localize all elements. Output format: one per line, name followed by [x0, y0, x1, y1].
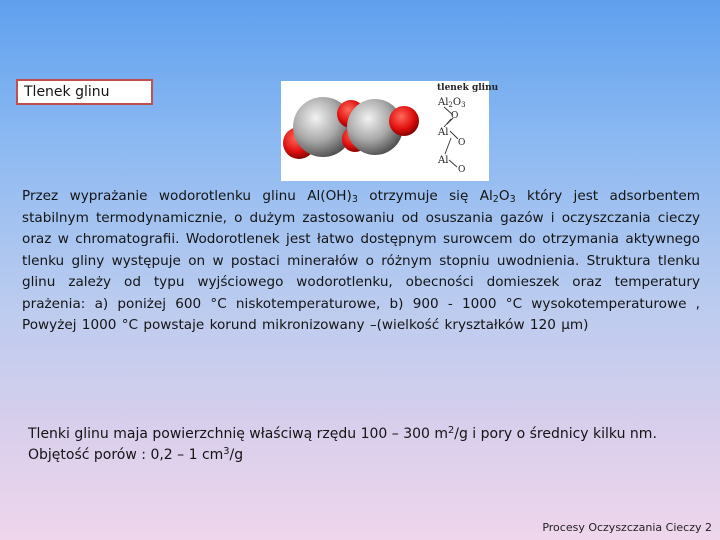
oxygen-label: O	[458, 138, 466, 148]
aluminium-label: Al	[438, 127, 449, 138]
aluminium-label: Al	[438, 155, 449, 166]
oxygen-label: O	[458, 165, 466, 175]
slide-title	[16, 79, 153, 105]
figure-label: tlenek glinu	[437, 83, 499, 93]
figure-formula: $Al_2O_3$	[438, 97, 466, 109]
body-paragraph-production: Przez wyprażanie wodorotlenku glinu $Al(OH)_3$ otrzymuje się $Al_2O_3$ który jest adsorbentem stabilnym termodynamicznie, o dużym zastosowaniu od osuszania gazów i oczyszczania cieczy oraz w chromatografii. Wodorotlenek jest łatwo dostępnym surowcem do otrzymania aktywnego tlenku gliny występuje on w postaci minerałów o różnym stopniu uwodnienia. Struktura tlenku glinu zależy od typu wyjściowego wodorotlenku, obecności domieszek oraz temperatury prażenia: a) poniżej 600 °C niskotemperaturowe, b) 900 - 1000 °C wysokotemperaturowe , Powyżej 1000 °C powstaje korund mikronizowany –(wielkość kryształków 120 µm)	[22, 188, 700, 333]
body-paragraph-properties	[28, 424, 708, 466]
structural-formula	[437, 83, 499, 175]
alumina-molecule-illustration	[281, 81, 499, 181]
surface-area-line: Tlenki glinu maja powierzchnię właściwą rzędu 100 – 300 $m^2/g$ i pory o średnicy kilku nm.	[28, 425, 657, 442]
pore-volume-line: Objętość porów : 0,2 – 1 $cm^3/g$	[28, 446, 244, 463]
alumina-molecule-figure	[281, 81, 499, 181]
footer-caption: Procesy Oczyszczania Cieczy 2	[542, 521, 712, 534]
oxygen-atom-sphere	[389, 106, 419, 136]
oxygen-label: O	[451, 111, 459, 121]
slide-title-text: Tlenek glinu	[24, 84, 110, 100]
